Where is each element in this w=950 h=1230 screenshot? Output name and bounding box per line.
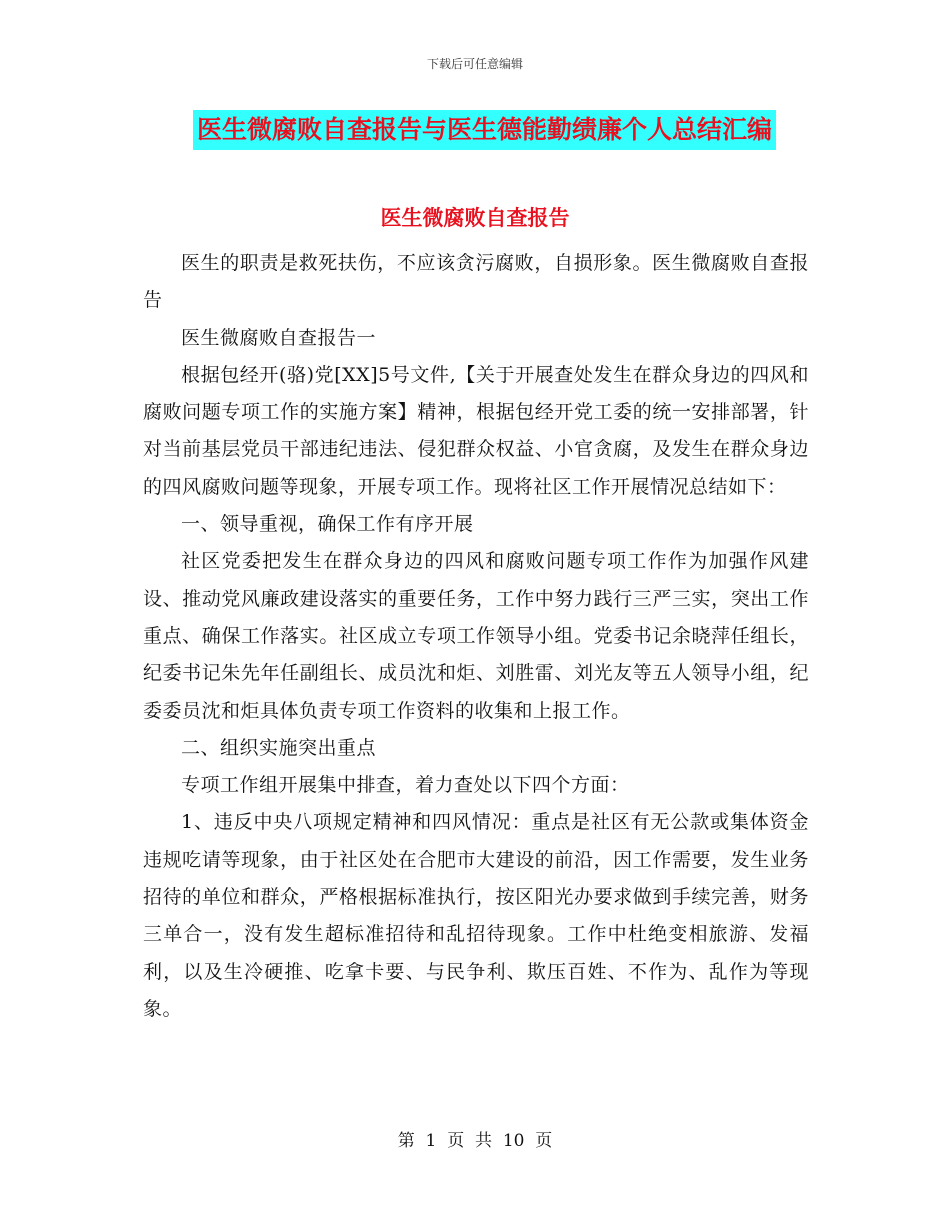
paragraph-item-1: 1、违反中央八项规定精神和四风情况：重点是社区有无公款或集体资金违规吃请等现象，由于社区处在合肥市大建设的前沿，因工作需要，发生业务招待的单位和群众，严格根据标准执行，按区阳光办要求做到手续完善，财务三单合一，没有发生超标准招待和乱招待现象。工作中杜绝变相旅游、发福利，以及生冷硬推、吃拿卡要、与民争利、欺压百姓、不作为、乱作为等现象。 bbox=[143, 811, 809, 1020]
footer-label-total: 共 bbox=[475, 1131, 492, 1151]
paragraph-inspection: 专项工作组开展集中排查，着力查处以下四个方面： bbox=[181, 774, 630, 797]
footer-label-page: 第 bbox=[397, 1131, 415, 1151]
footer-total-pages: 10 bbox=[502, 1131, 525, 1151]
page-header-note: 下载后可任意编辑 bbox=[426, 57, 523, 71]
paragraph-report-heading: 医生微腐败自查报告一 bbox=[181, 326, 377, 349]
paragraph-leadership: 社区党委把发生在群众身边的四风和腐败问题专项工作作为加强作风建设、推动党风廉政建设落实的重要任务，工作中努力践行三严三实，突出工作重点、确保工作落实。社区成立专项工作领导小组。党委书记余晓萍任组长，纪委书记朱先年任副组长、成员沈和炬、刘胜雷、刘光友等五人领导小组，纪委委员沈和炬具体负责专项工作资料的收集和上报工作。 bbox=[143, 550, 809, 722]
footer-current-page: 1 bbox=[425, 1131, 437, 1151]
document-title: 医生微腐败自查报告与医生德能勤绩廉个人总结汇编 bbox=[193, 110, 776, 150]
footer-label-unit: 页 bbox=[447, 1131, 465, 1151]
page-footer bbox=[0, 1126, 950, 1151]
paragraph-intro: 医生的职责是救死扶伤，不应该贪污腐败，自损形象。医生微腐败自查报告 bbox=[143, 252, 809, 312]
paragraph-heading-2: 二、组织实施突出重点 bbox=[181, 736, 377, 759]
section-title: 医生微腐败自查报告 bbox=[380, 205, 570, 230]
paragraph-background: 根据包经开(骆)党[XX]5号文件,【关于开展查处发生在群众身边的四风和腐败问题专项工作的实施方案】精神，根据包经开党工委的统一安排部署，针对当前基层党员干部违纪违法、侵犯群众权益、小官贪腐，及发生在群众身边的四风腐败问题等现象，开展专项工作。现将社区工作开展情况总结如下： bbox=[143, 363, 809, 498]
footer-label-unit-2: 页 bbox=[535, 1131, 553, 1151]
paragraph-heading-1: 一、领导重视，确保工作有序开展 bbox=[181, 513, 474, 536]
document-body bbox=[143, 245, 809, 1028]
